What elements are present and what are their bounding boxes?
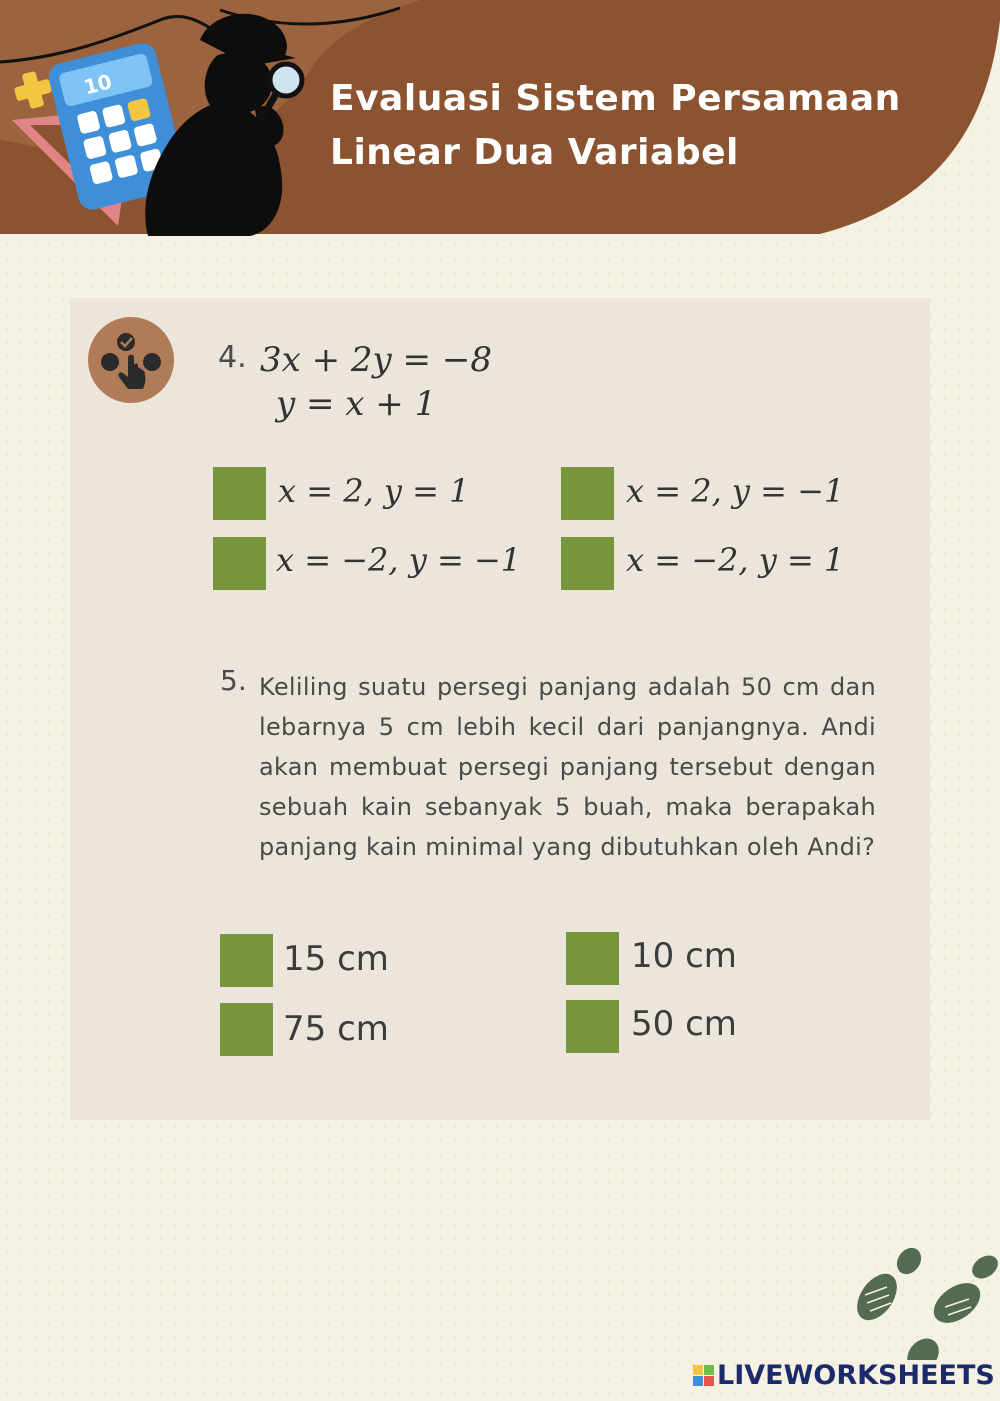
liveworksheets-logo — [693, 1360, 995, 1391]
calculator-display: 10 — [81, 69, 115, 100]
q4-option-2: x = 2, y = −1 — [626, 472, 845, 510]
q5-answer-box-4[interactable] — [566, 1000, 619, 1053]
q4-option-3: x = −2, y = −1 — [276, 541, 522, 579]
q5-answer-box-1[interactable] — [220, 934, 273, 987]
q5-option-2: 10 cm — [631, 936, 737, 976]
liveworksheets-mark-icon — [693, 1365, 714, 1386]
q4-answer-box-3[interactable] — [213, 537, 266, 590]
question-5-text: Keliling suatu persegi panjang adalah 50 cm dan lebarnya 5 cm lebih kecil dari panjangnya. Andi akan membuat persegi panjang tersebut dengan sebuah kain sebanyak 5 buah, maka berapakah panjang kain minimal yang dibutuhkan oleh Andi? — [259, 673, 876, 861]
liveworksheets-text: LIVEWORKSHEETS — [717, 1360, 995, 1391]
q4-answer-box-1[interactable] — [213, 467, 266, 520]
page-title — [330, 72, 930, 180]
q4-answer-box-2[interactable] — [561, 467, 614, 520]
q5-option-1: 15 cm — [283, 939, 389, 979]
question-4-equation-1: 3x + 2y = −8 — [260, 340, 492, 380]
choice-pointer-icon — [88, 317, 174, 403]
q4-answer-box-4[interactable] — [561, 537, 614, 590]
title-line-1: Evaluasi Sistem Persamaan — [330, 78, 901, 119]
title-line-2: Linear Dua Variabel — [330, 132, 739, 173]
q5-answer-box-3[interactable] — [220, 1003, 273, 1056]
q5-answer-box-2[interactable] — [566, 932, 619, 985]
q5-option-3: 75 cm — [283, 1009, 389, 1049]
footprints-icon — [845, 1235, 1000, 1360]
question-5-number: 5. — [220, 664, 247, 697]
q4-option-4: x = −2, y = 1 — [626, 541, 845, 579]
q5-option-4: 50 cm — [631, 1004, 737, 1044]
question-4-equation-2: y = x + 1 — [276, 384, 437, 424]
question-4-number: 4. — [218, 340, 247, 375]
q4-option-1: x = 2, y = 1 — [278, 472, 470, 510]
